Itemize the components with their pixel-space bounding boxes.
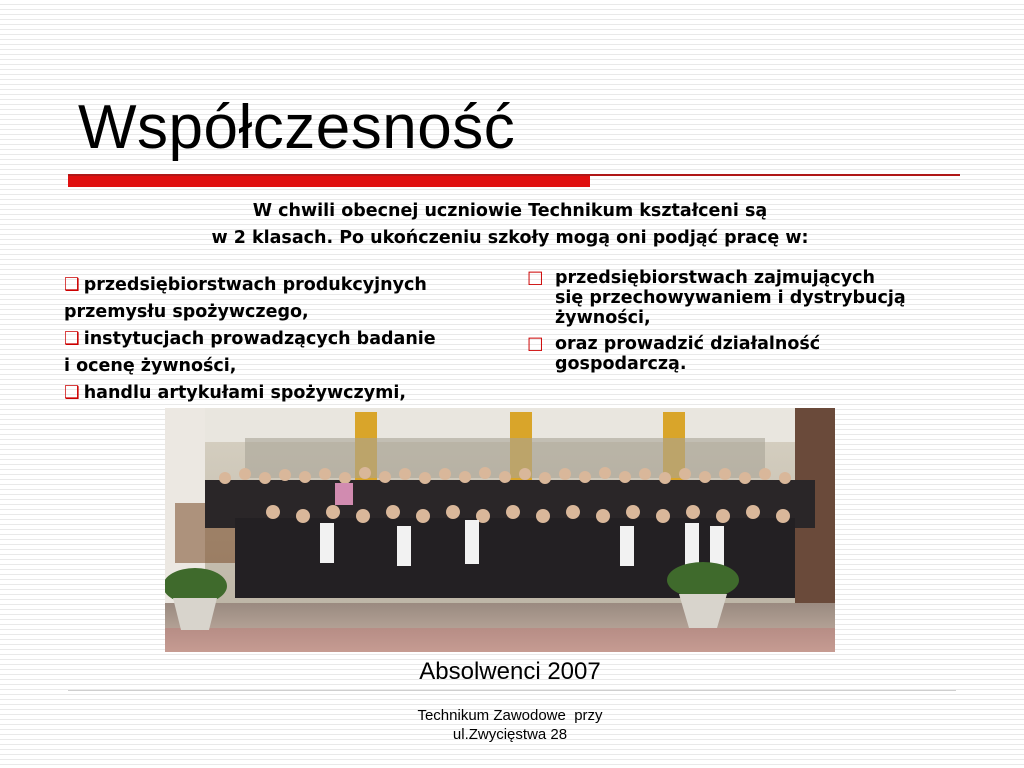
right-bullet-list — [527, 268, 1007, 380]
intro-line-1: W chwili obecnej uczniowie Technikum kształceni są — [252, 201, 768, 221]
footer-divider — [68, 690, 956, 691]
footer-line-1: Technikum Zawodowe przy — [417, 707, 603, 724]
hollow-square-bullet-icon: □ — [527, 334, 544, 354]
left-list-item-1 — [64, 272, 524, 299]
right-item-2-line-1: oraz prowadzić działalność — [555, 334, 821, 354]
left-item-1-continuation: przemysłu spożywczego, — [64, 302, 309, 322]
photo-caption: Absolwenci 2007 — [419, 658, 601, 685]
square-bullet-icon: ❑ — [64, 329, 80, 349]
footer — [360, 706, 660, 744]
left-item-2-continuation: i ocenę żywności, — [64, 356, 237, 376]
right-list-item-2 — [527, 334, 1007, 374]
title-rule-accent — [68, 176, 590, 187]
left-list-item-3 — [64, 380, 524, 407]
intro-line-2: w 2 klasach. Po ukończeniu szkoły mogą oni podjąć pracę w: — [211, 228, 809, 248]
right-item-1-line-1: przedsiębiorstwach zajmujących — [555, 268, 875, 288]
right-list-item-1 — [527, 268, 1007, 328]
left-list-item-2 — [64, 326, 524, 353]
right-item-1-line-2: się przechowywaniem i dystrybucją — [555, 288, 906, 308]
right-item-1-line-3: żywności, — [555, 308, 651, 328]
square-bullet-icon: ❑ — [64, 275, 80, 295]
group-photo-illustration — [165, 408, 835, 652]
slide-title: Współczesność — [78, 93, 516, 162]
hollow-square-bullet-icon: □ — [527, 268, 544, 288]
left-bullet-list — [64, 272, 524, 407]
graduates-group-photo — [165, 408, 835, 652]
footer-line-2: ul.Zwycięstwa 28 — [452, 726, 568, 743]
right-item-2-line-2: gospodarczą. — [555, 354, 687, 374]
square-bullet-icon: ❑ — [64, 383, 80, 403]
left-item-3-text: handlu artykułami spożywczymi, — [83, 383, 407, 403]
intro-text — [60, 198, 960, 252]
left-item-2-text: instytucjach prowadzących badanie — [83, 329, 436, 349]
left-item-1-text: przedsiębiorstwach produkcyjnych — [83, 275, 427, 295]
